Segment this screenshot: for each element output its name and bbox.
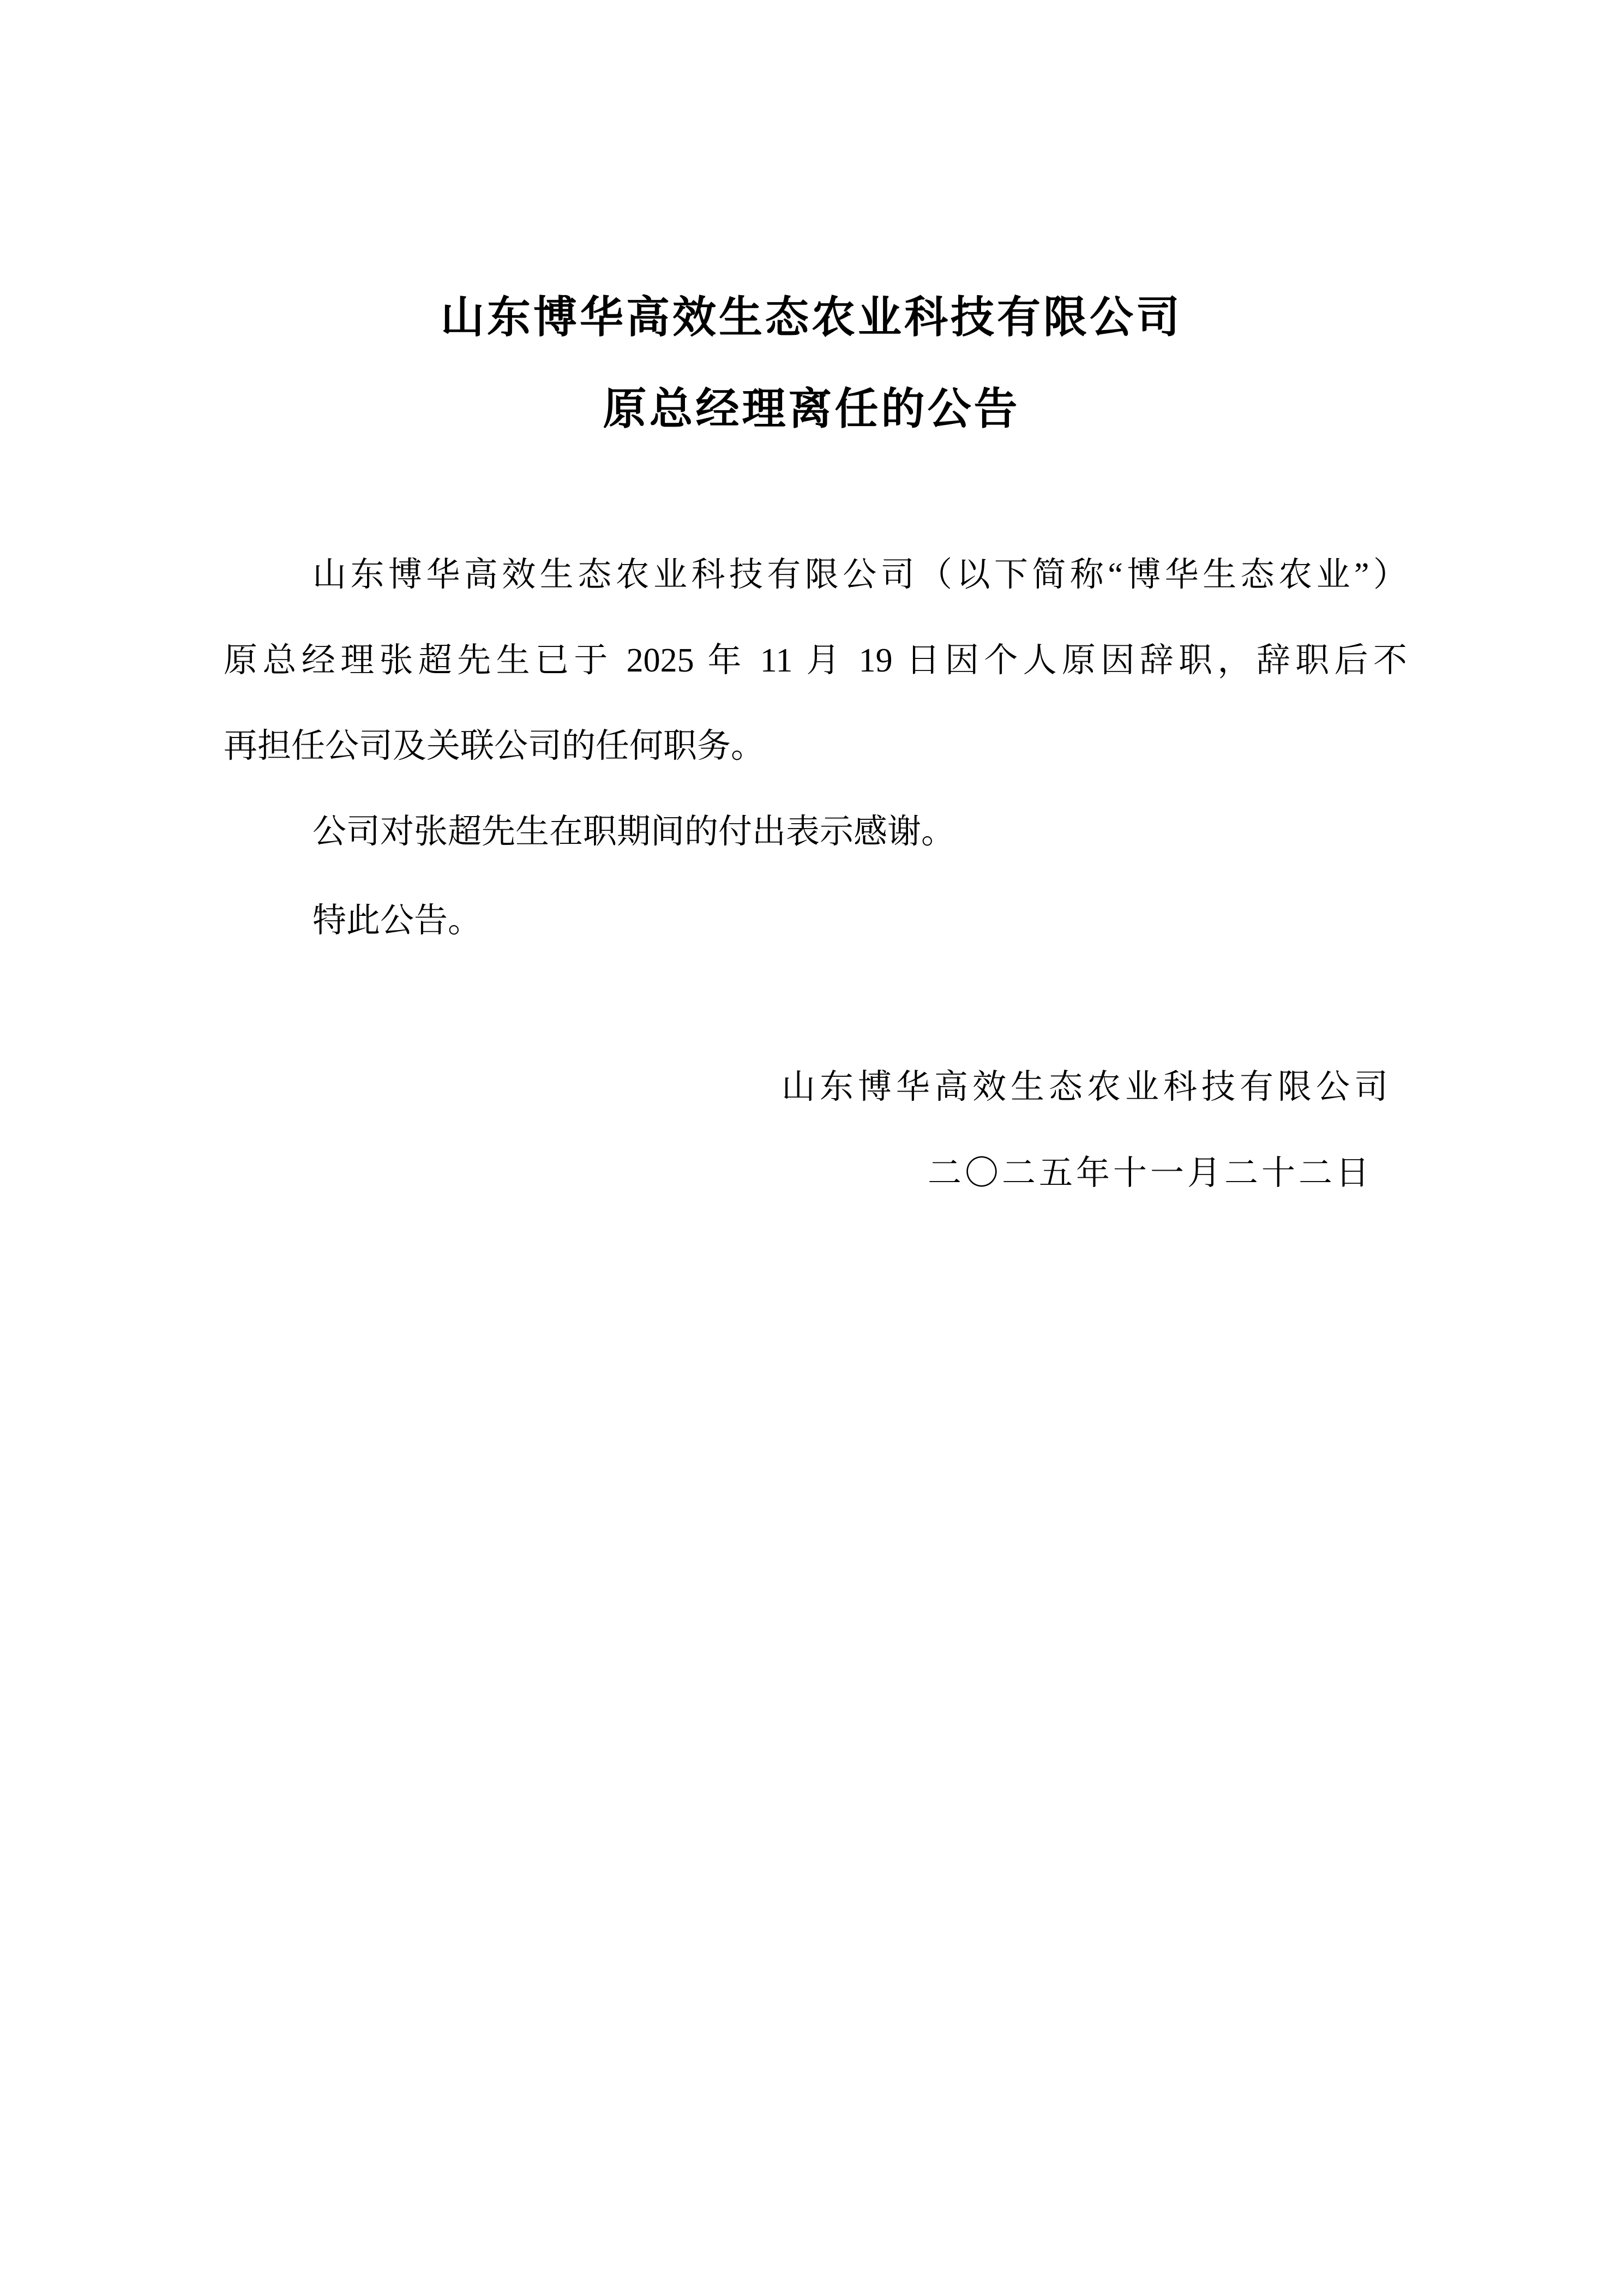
signature-company-name: 山东博华高效生态农业科技有限公司 — [781, 1069, 1392, 1106]
signature-date: 二〇二五年十一月二十二日 — [927, 1155, 1373, 1192]
document-title-company-line: 山东博华高效生态农业科技有限公司 — [441, 293, 1182, 341]
paragraph-hereby-announced: 特此公告。 — [312, 902, 482, 939]
paragraph1-line2: 原总经理张超先生已于 2025 年 11 月 19 日因个人原因辞职，辞职后不 — [224, 642, 1407, 679]
paragraph-resignation-details — [224, 532, 1407, 789]
paragraph1-line1: 山东博华高效生态农业科技有限公司（以下简称“博华生态农业”） — [312, 556, 1407, 594]
paragraph-thanks: 公司对张超先生在职期间的付出表示感谢。 — [312, 813, 955, 850]
paragraph1-line3: 再担任公司及关联公司的任何职务。 — [224, 728, 765, 765]
document-title-subject-line: 原总经理离任的公告 — [603, 385, 1020, 433]
